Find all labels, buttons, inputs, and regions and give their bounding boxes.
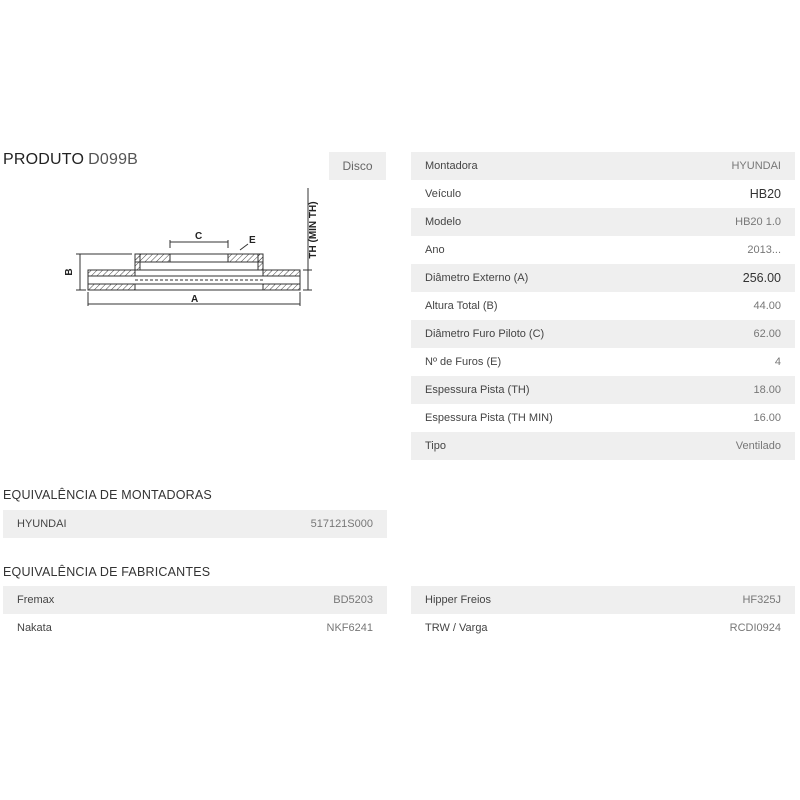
product-type-badge: Disco bbox=[329, 152, 386, 180]
fabricantes-section-title: EQUIVALÊNCIA DE FABRICANTES bbox=[3, 565, 211, 579]
fabricante-value: RCDI0924 bbox=[729, 622, 781, 634]
fabricante-row bbox=[3, 614, 387, 642]
spec-value: 256.00 bbox=[742, 271, 781, 285]
fabricante-value: NKF6241 bbox=[326, 622, 373, 634]
diagram-label-c: C bbox=[195, 231, 203, 242]
montadora-value: 517121S000 bbox=[310, 518, 373, 530]
fabricante-label: Nakata bbox=[17, 622, 52, 634]
montadora-label: HYUNDAI bbox=[17, 518, 67, 530]
spec-value: 4 bbox=[774, 356, 781, 368]
product-label: PRODUTO bbox=[3, 151, 85, 168]
spec-row-montadora bbox=[411, 152, 795, 180]
spec-label: Diâmetro Furo Piloto (C) bbox=[425, 328, 545, 340]
fabricante-label: TRW / Varga bbox=[425, 622, 488, 634]
montadoras-table bbox=[3, 510, 387, 538]
spec-label: Ano bbox=[425, 244, 445, 256]
spec-row-ano bbox=[411, 236, 795, 264]
fabricante-label: Fremax bbox=[17, 594, 55, 606]
diagram-label-th: TH (MIN TH) bbox=[308, 201, 319, 259]
spec-label: Montadora bbox=[425, 160, 478, 172]
spec-value: 62.00 bbox=[753, 328, 781, 340]
spec-row-modelo bbox=[411, 208, 795, 236]
spec-label: Espessura Pista (TH MIN) bbox=[425, 412, 553, 424]
spec-value: 18.00 bbox=[753, 384, 781, 396]
spec-row-veiculo bbox=[411, 180, 795, 208]
spec-label: Nº de Furos (E) bbox=[425, 356, 502, 368]
spec-row-diametro-externo bbox=[411, 264, 795, 292]
specs-table bbox=[411, 152, 795, 460]
spec-label: Espessura Pista (TH) bbox=[425, 384, 530, 396]
spec-value: Ventilado bbox=[735, 440, 781, 452]
spec-label: Modelo bbox=[425, 216, 462, 228]
fabricante-label: Hipper Freios bbox=[425, 594, 492, 606]
spec-label: Altura Total (B) bbox=[425, 300, 498, 312]
spec-value: HB20 1.0 bbox=[735, 216, 781, 228]
spec-row-espessura-pista bbox=[411, 376, 795, 404]
spec-value: 2013... bbox=[747, 244, 781, 256]
diagram-label-e: E bbox=[249, 235, 256, 246]
diagram-label-a: A bbox=[191, 294, 199, 305]
fabricantes-table-right bbox=[411, 586, 795, 642]
fabricante-value: BD5203 bbox=[333, 594, 373, 606]
fabricante-value: HF325J bbox=[742, 594, 781, 606]
spec-row-numero-furos bbox=[411, 348, 795, 376]
fabricante-row bbox=[411, 586, 795, 614]
fabricantes-table-left bbox=[3, 586, 387, 642]
montadora-row bbox=[3, 510, 387, 538]
product-code: D099B bbox=[88, 151, 139, 168]
spec-value: 16.00 bbox=[753, 412, 781, 424]
brake-disc-diagram bbox=[60, 188, 330, 318]
spec-row-diametro-furo-piloto bbox=[411, 320, 795, 348]
spec-row-tipo bbox=[411, 432, 795, 460]
fabricante-row bbox=[411, 614, 795, 642]
spec-label: Veículo bbox=[425, 188, 462, 200]
spec-value: HB20 bbox=[749, 187, 781, 201]
fabricante-row bbox=[3, 586, 387, 614]
spec-label: Diâmetro Externo (A) bbox=[425, 272, 529, 284]
spec-value: 44.00 bbox=[753, 300, 781, 312]
spec-row-espessura-pista-min bbox=[411, 404, 795, 432]
spec-value: HYUNDAI bbox=[731, 160, 781, 172]
spec-label: Tipo bbox=[425, 440, 446, 452]
montadoras-section-title: EQUIVALÊNCIA DE MONTADORAS bbox=[3, 488, 212, 502]
spec-row-altura-total bbox=[411, 292, 795, 320]
diagram-label-b: B bbox=[64, 268, 75, 276]
page-title bbox=[3, 151, 138, 169]
